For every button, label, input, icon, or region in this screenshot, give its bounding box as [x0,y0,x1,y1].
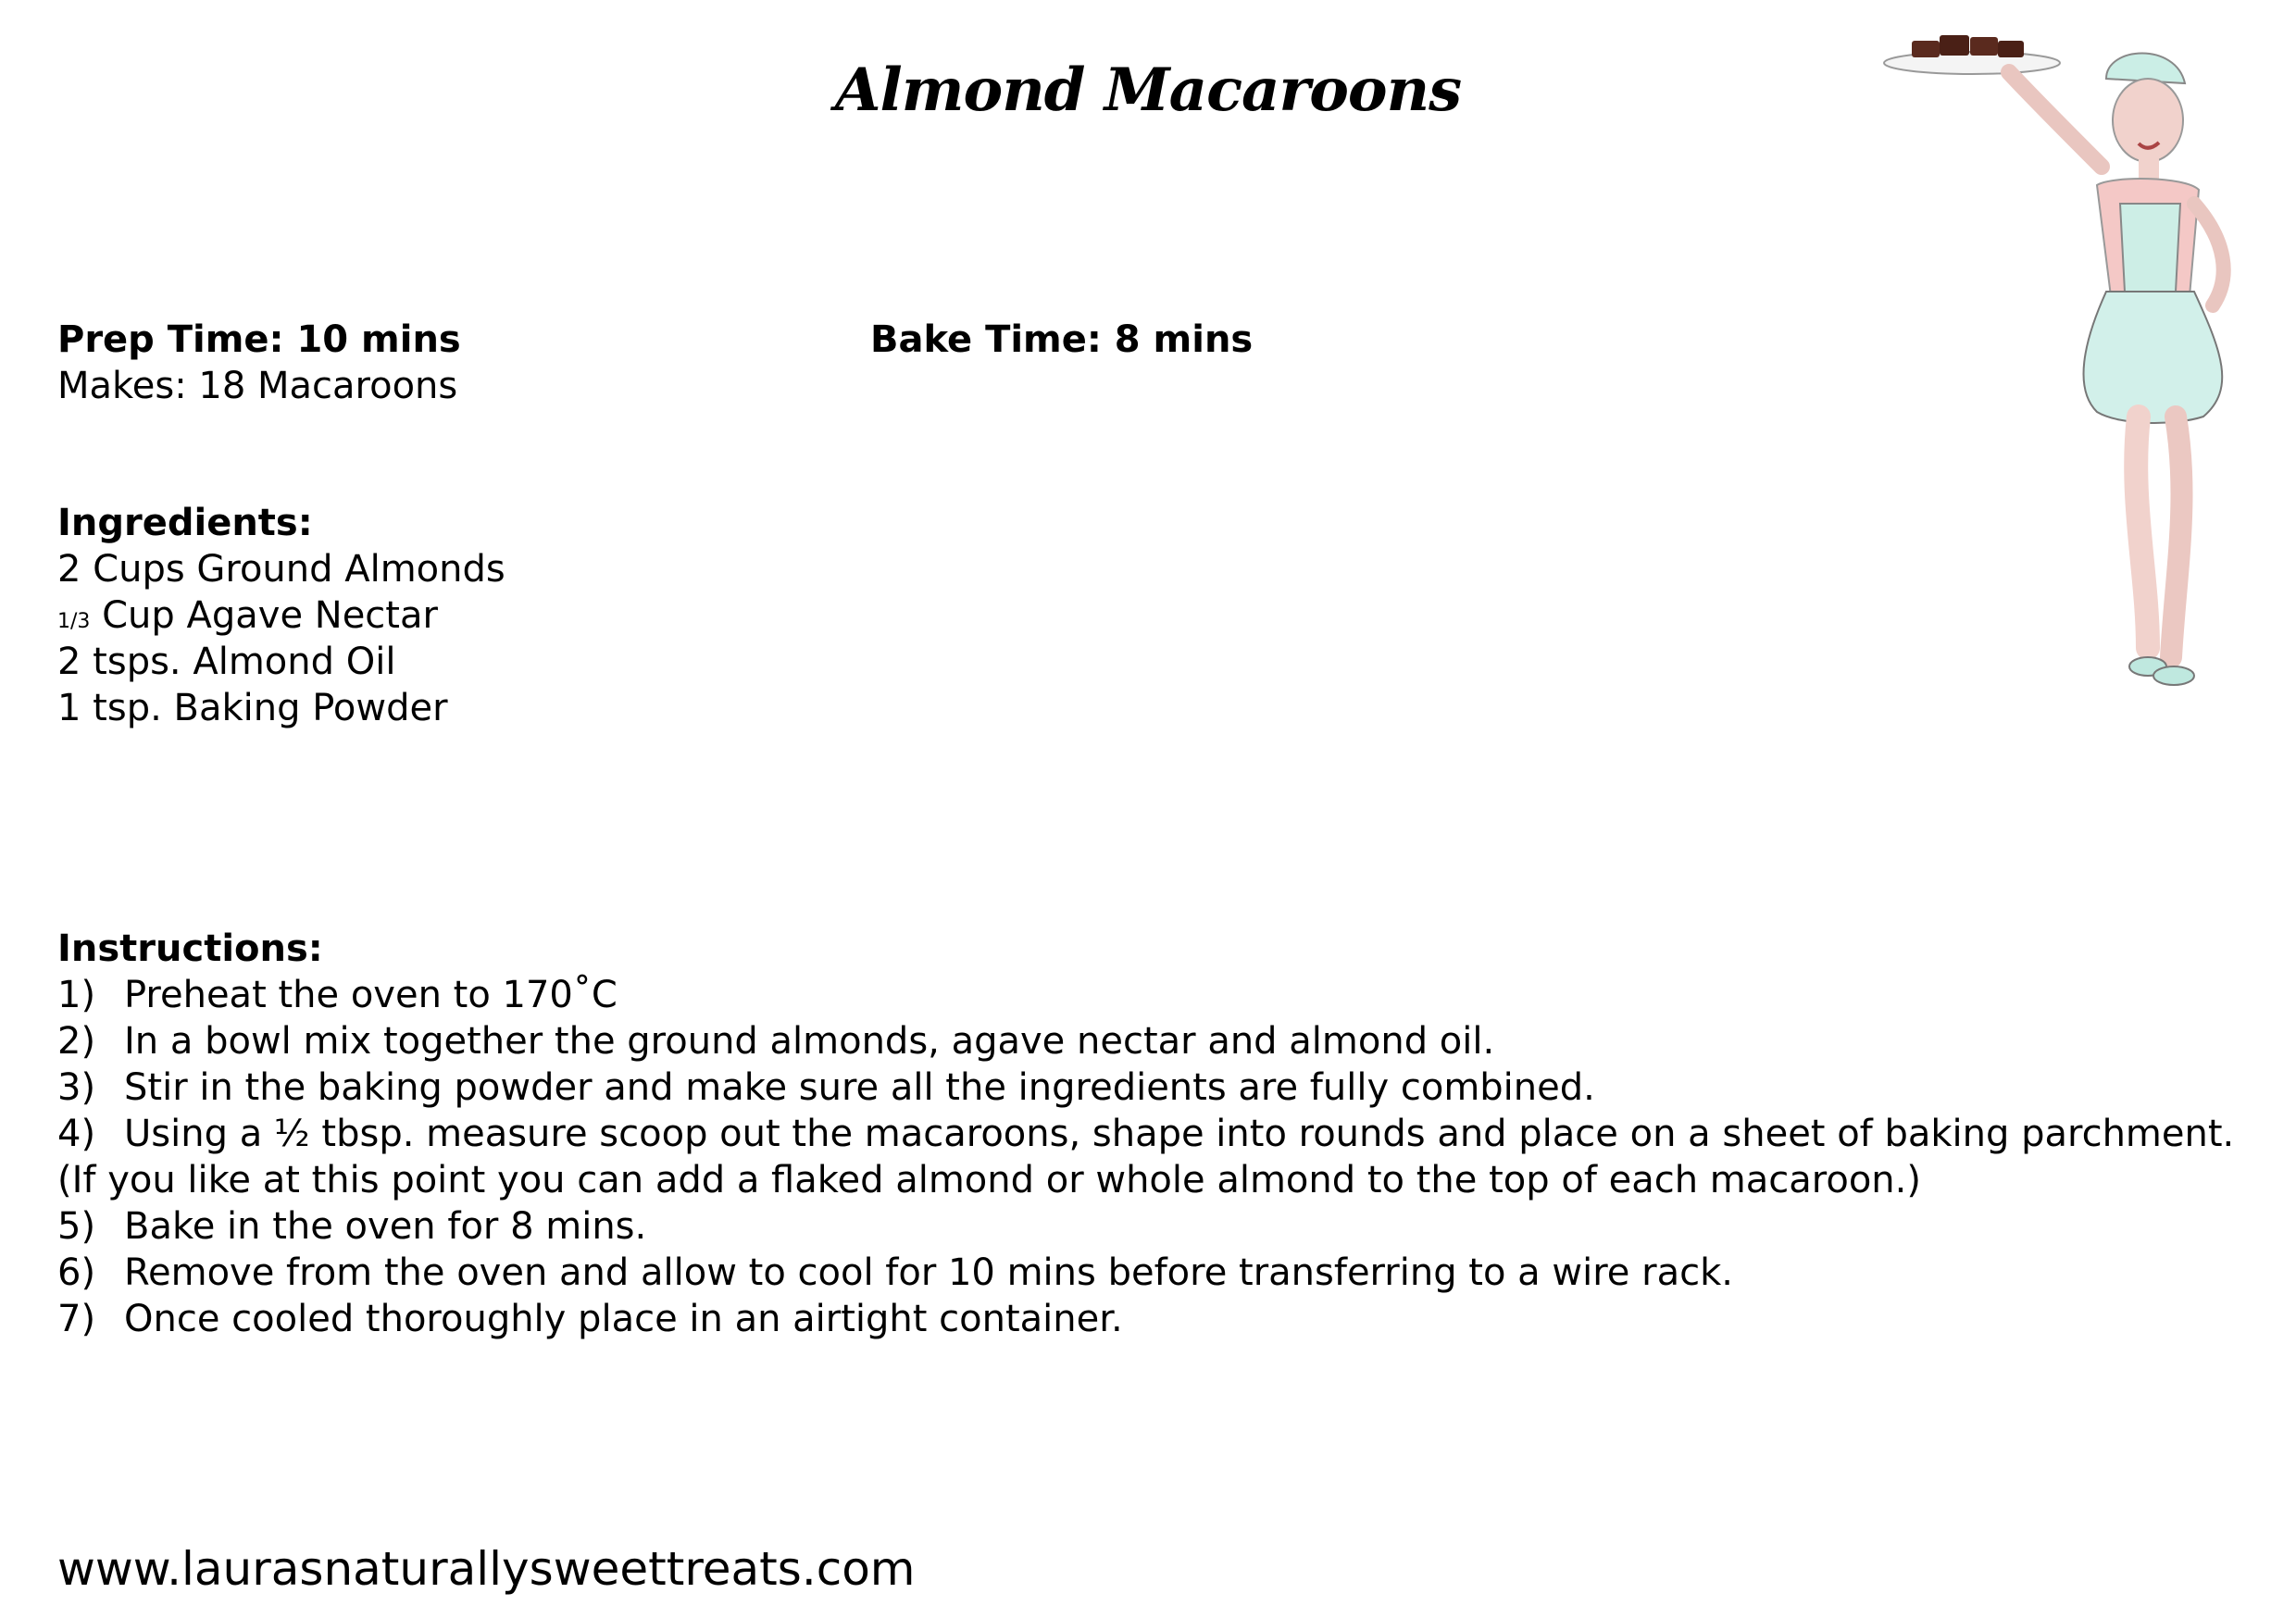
makes-count: Makes: 18 Macaroons [57,365,458,407]
ingredient-item: 1 tsp. Baking Powder [57,687,448,729]
instruction-step: 5) Bake in the oven for 8 mins. [57,1205,647,1248]
instruction-step: 1) Preheat the oven to 170˚C [57,974,618,1016]
ingredients-heading: Ingredients: [57,502,313,544]
bake-time: Bake Time: 8 mins [870,318,1254,361]
website-url: www.laurasnaturallysweettreats.com [57,1542,916,1596]
ingredient-item: 2 Cups Ground Almonds [57,548,505,591]
instructions-heading: Instructions: [57,927,323,970]
recipe-title: Almond Macaroons [834,56,1462,125]
instruction-step: 6) Remove from the oven and allow to cool for 10 mins before transferring to a wire rack. [57,1251,1733,1294]
instruction-step: 3) Stir in the baking powder and make sure all the ingredients are fully combined. [57,1066,1595,1109]
ingredient-item: 2 tsps. Almond Oil [57,641,396,683]
instructions-list [57,926,2242,1342]
instruction-step: 7) Once cooled thoroughly place in an airtight container. [57,1298,1123,1340]
instruction-step: 2) In a bowl mix together the ground almonds, agave nectar and almond oil. [57,1020,1495,1063]
prep-time: Prep Time: 10 mins [57,318,461,361]
ingredient-item: 1/3 Cup Agave Nectar [57,594,438,637]
pinup-chef-illustration [1870,19,2259,703]
instruction-step: 4) Using a ½ tbsp. measure scoop out the macaroons, shape into rounds and place on a sheet of baking parchment. (If you like at this point you can add a flaked almond or whole almond to the top of each macaroon.) [57,1113,2235,1201]
